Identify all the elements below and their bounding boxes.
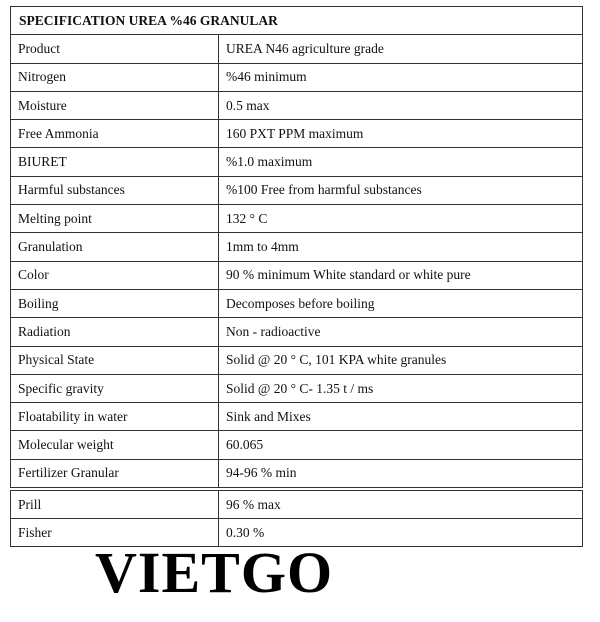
table-title: SPECIFICATION UREA %46 GRANULAR [11,7,583,35]
brand-watermark: VIETGO [95,540,334,605]
table-row [11,491,583,519]
row-label: Prill [11,491,219,519]
table-row [11,459,583,487]
row-label: Harmful substances [11,176,219,204]
row-value: %1.0 maximum [219,148,583,176]
row-label: Melting point [11,205,219,233]
row-label: Radiation [11,318,219,346]
table-row [11,205,583,233]
row-label: Granulation [11,233,219,261]
table-row [11,346,583,374]
row-label: Product [11,35,219,63]
row-value: 94-96 % min [219,459,583,487]
row-value: 1mm to 4mm [219,233,583,261]
row-value: 132 ° C [219,205,583,233]
table-row [11,120,583,148]
table-row [11,289,583,317]
row-label: Color [11,261,219,289]
table-row [11,261,583,289]
table-row [11,148,583,176]
row-value: %46 minimum [219,63,583,91]
row-value: UREA N46 agriculture grade [219,35,583,63]
table-row [11,403,583,431]
row-value: 60.065 [219,431,583,459]
row-value: 0.30 % [219,519,583,547]
row-value: 90 % minimum White standard or white pure [219,261,583,289]
row-value: Decomposes before boiling [219,289,583,317]
row-label: Specific gravity [11,374,219,402]
row-value: Sink and Mixes [219,403,583,431]
table-title-row [11,7,583,35]
table-row [11,35,583,63]
row-label: Floatability in water [11,403,219,431]
row-value: 96 % max [219,491,583,519]
table-row [11,63,583,91]
row-value: 160 PXT PPM maximum [219,120,583,148]
row-value: 0.5 max [219,91,583,119]
row-label: Moisture [11,91,219,119]
row-label: BIURET [11,148,219,176]
specification-table-body [11,7,583,488]
table-row [11,91,583,119]
table-row [11,233,583,261]
row-label: Nitrogen [11,63,219,91]
row-label: Fertilizer Granular [11,459,219,487]
row-value: Solid @ 20 ° C, 101 KPA white granules [219,346,583,374]
table-row [11,318,583,346]
specification-table [10,6,583,488]
row-label: Free Ammonia [11,120,219,148]
row-label: Fisher [11,519,219,547]
row-label: Physical State [11,346,219,374]
row-value: Non - radioactive [219,318,583,346]
row-value: Solid @ 20 ° C- 1.35 t / ms [219,374,583,402]
table-row [11,374,583,402]
table-row [11,176,583,204]
additional-table-body [11,491,583,547]
row-value: %100 Free from harmful substances [219,176,583,204]
row-label: Molecular weight [11,431,219,459]
table-row [11,431,583,459]
row-label: Boiling [11,289,219,317]
additional-specification-table [10,490,583,547]
